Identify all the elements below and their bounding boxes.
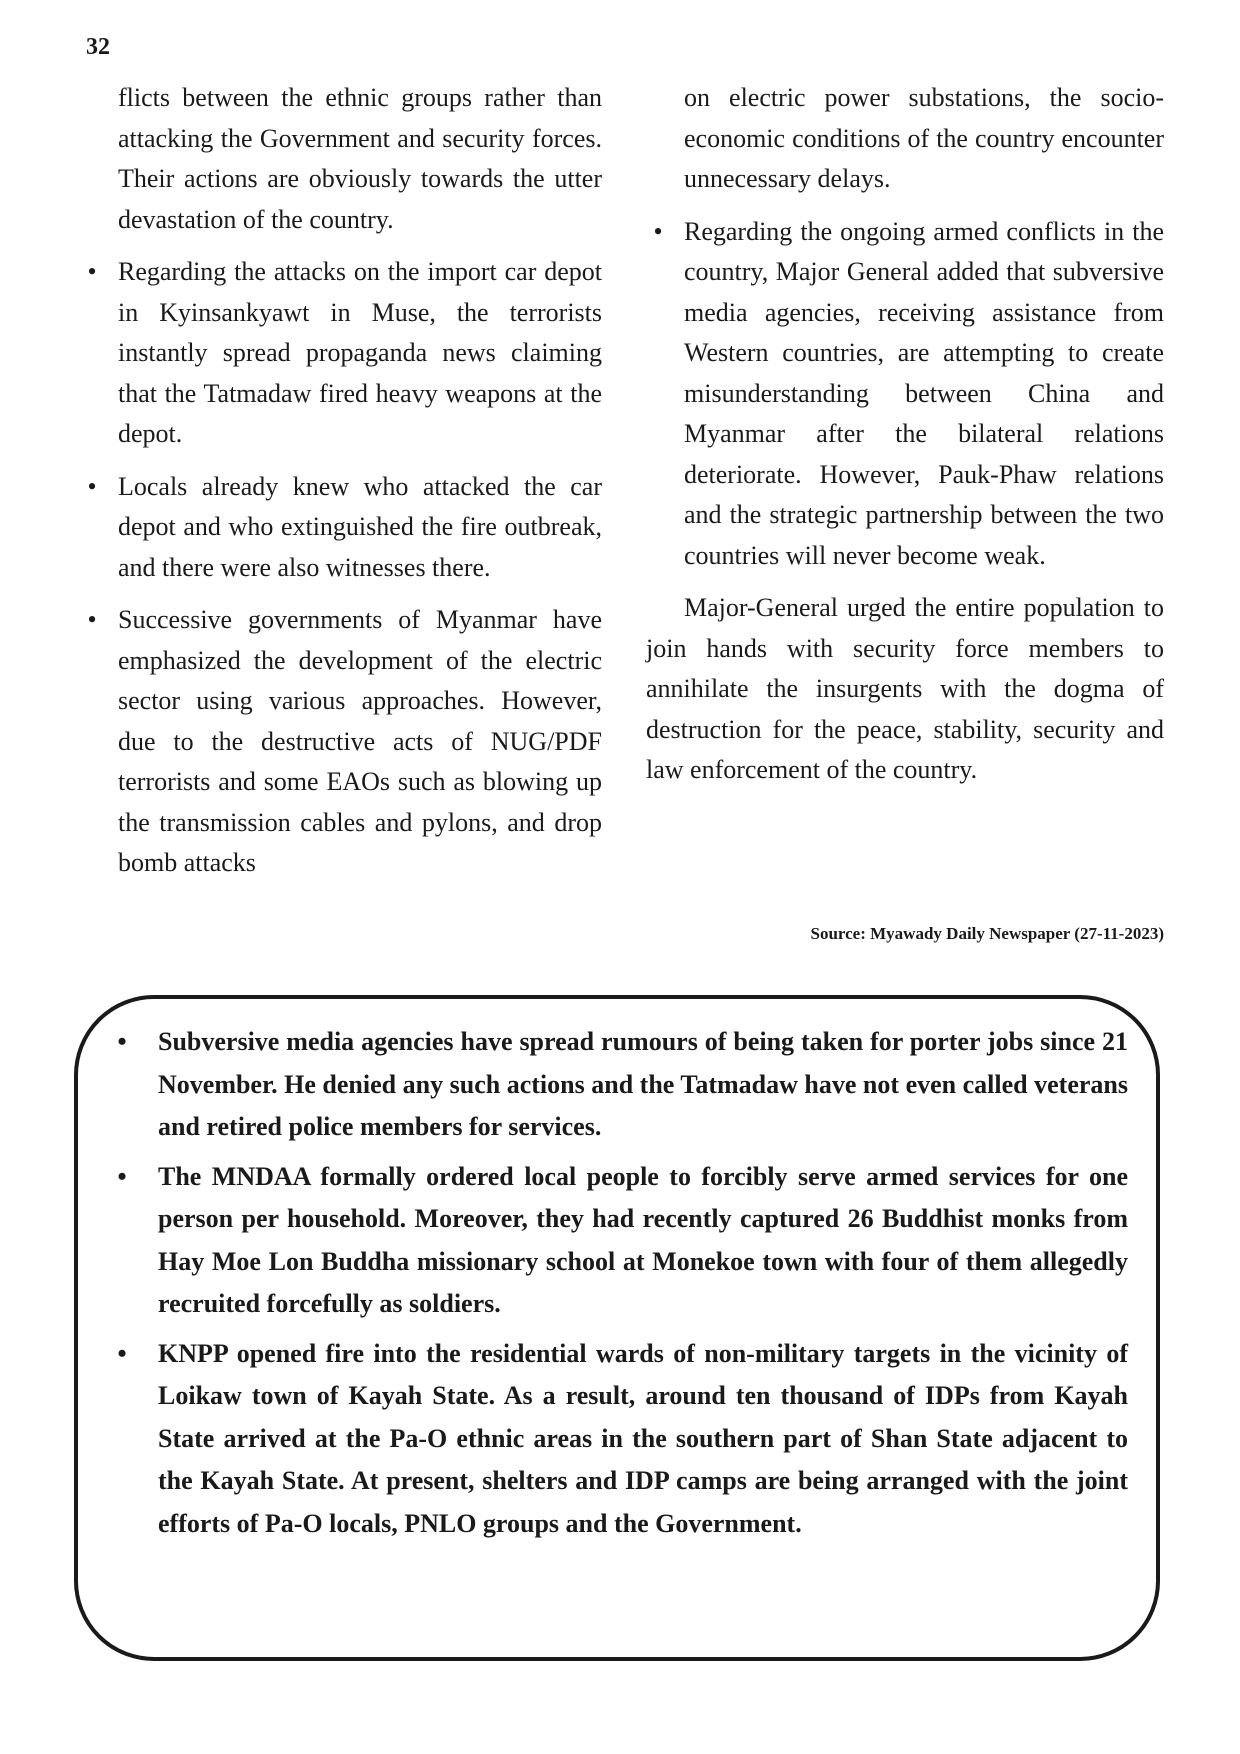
- list-item: [80, 467, 602, 589]
- bullet-icon: •: [87, 471, 97, 501]
- source-citation: Source: Myawady Daily Newspaper (27-11-2023): [810, 924, 1164, 943]
- list-item-text: Successive governments of Myanmar have emphasized the development of the electric sector using various approaches. However, due to the destructive acts of NUG/PDF terrorists and some EAOs such as blowing up the transmission cables and pylons, and drop bomb attacks: [118, 605, 602, 877]
- bullet-icon: •: [87, 605, 97, 634]
- page-number: 32: [86, 34, 110, 60]
- left-column: [80, 78, 602, 884]
- bullet-icon: •: [117, 1338, 127, 1368]
- list-item-text: Regarding the ongoing armed conflicts in the country, Major General added that subversive media agencies, receiving assistance from Western countries, are attempting to create misunderstanding between China and Myanmar after the bilateral relations deteriorate. However, Pauk-Phaw relations and the strategic partnership between the two countries will never become weak.: [684, 216, 1164, 570]
- right-column: [646, 78, 1164, 791]
- list-item-text: KNPP opened fire into the residential wards of non-military targets in the vicinity of Loikaw town of Kayah State. As a result, around ten thousand of IDPs from Kayah State arrived at the Pa-O ethnic areas in the southern part of Shan State adjacent to the Kayah State. At present, shelters and IDP camps are being arranged with the joint efforts of Pa-O locals, PNLO groups and the Government.: [158, 1338, 1128, 1538]
- list-item-text: Locals already knew who attacked the car depot and who extinguished the fire outbreak, and there were also witnesses there.: [118, 471, 602, 582]
- bullet-icon: •: [653, 216, 663, 246]
- summary-bullet-list: [110, 1021, 1128, 1552]
- bullet-icon: •: [117, 1161, 127, 1191]
- list-item-text: Regarding the attacks on the import car depot in Kyinsankyawt in Muse, the terrorists instantly spread propaganda news claiming that the Tatmadaw fired heavy weapons at the depot.: [118, 257, 602, 448]
- list-item: [80, 252, 602, 455]
- list-item: [110, 1333, 1128, 1546]
- right-bullet-list: [646, 212, 1164, 577]
- left-bullet-list: [80, 252, 602, 884]
- list-item: [110, 1021, 1128, 1149]
- closing-paragraph: Major-General urged the entire population to join hands with security force members to annihilate the insurgents with the dogma of destruction for the peace, stability, security and law enforcement of the country.: [646, 593, 1164, 784]
- bullet-icon: •: [117, 1027, 127, 1056]
- list-item: [80, 600, 602, 884]
- list-item-text: The MNDAA formally ordered local people to forcibly serve armed services for one person per household. Moreover, they had recently captured 26 Buddhist monks from Hay Moe Lon Buddha missionary school at Monekoe town with four of them allegedly recruited forcefully as soldiers.: [158, 1161, 1128, 1318]
- bullet-icon: •: [87, 257, 97, 286]
- right-continuation-paragraph: on electric power substations, the socio-economic conditions of the country encounter unnecessary delays.: [684, 83, 1164, 193]
- left-continuation-paragraph: flicts between the ethnic groups rather than attacking the Government and security forces. Their actions are obviously towards the utter devastation of the country.: [118, 83, 602, 234]
- list-item: [110, 1156, 1128, 1326]
- summary-box: [74, 995, 1160, 1661]
- list-item-text: Subversive media agencies have spread rumours of being taken for porter jobs since 21 November. He denied any such actions and the Tatmadaw have not even called veterans and retired police members for services.: [158, 1027, 1128, 1141]
- list-item: [646, 212, 1164, 577]
